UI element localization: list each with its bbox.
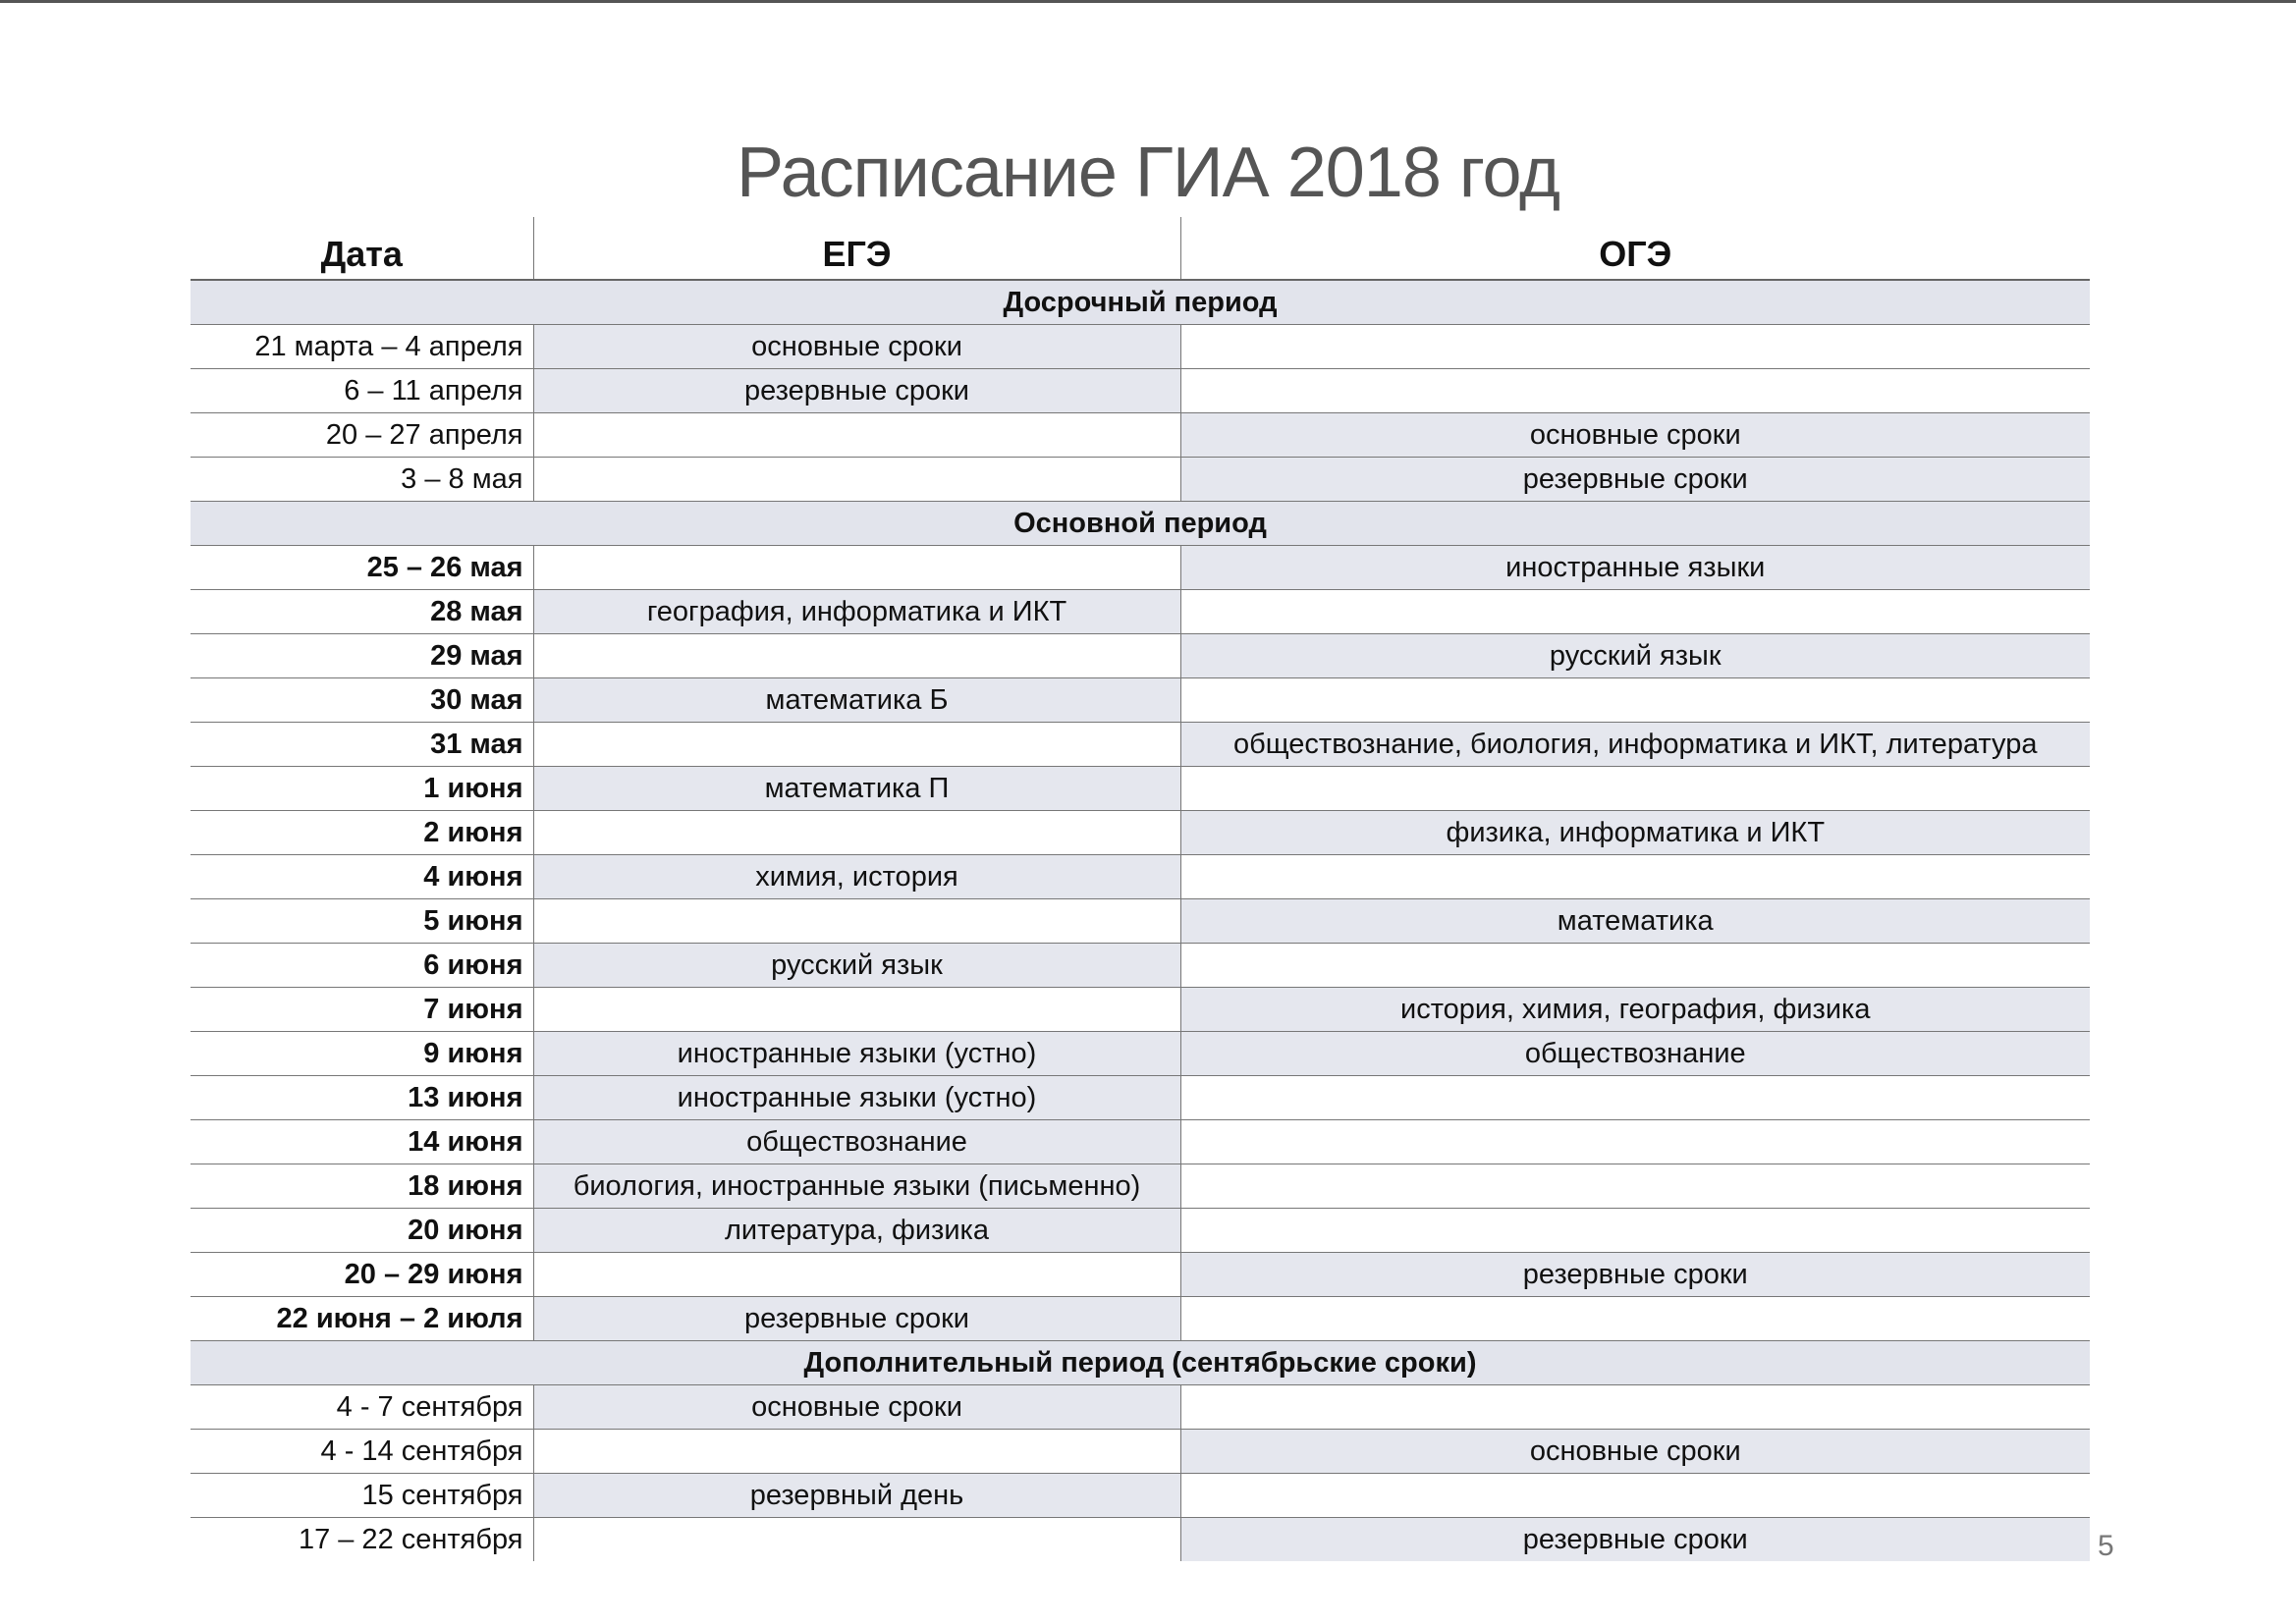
ege-cell — [533, 723, 1180, 767]
page-number: 5 — [2098, 1530, 2114, 1562]
oge-cell — [1180, 944, 2090, 988]
ege-cell: математика П — [533, 767, 1180, 811]
table-row — [191, 458, 2090, 502]
oge-cell — [1180, 1297, 2090, 1341]
section-title: Досрочный период — [191, 280, 2090, 325]
oge-cell: основные сроки — [1180, 1430, 2090, 1474]
ege-cell: биология, иностранные языки (письменно) — [533, 1164, 1180, 1209]
oge-cell — [1180, 1474, 2090, 1518]
date-cell: 31 мая — [191, 723, 533, 767]
section-row — [191, 1341, 2090, 1385]
oge-cell — [1180, 325, 2090, 369]
date-cell: 30 мая — [191, 678, 533, 723]
date-cell: 14 июня — [191, 1120, 533, 1164]
page-title: Расписание ГИА 2018 год — [736, 134, 1560, 212]
ege-cell: резервные сроки — [533, 369, 1180, 413]
ege-cell — [533, 634, 1180, 678]
oge-cell — [1180, 767, 2090, 811]
date-cell: 4 - 14 сентября — [191, 1430, 533, 1474]
date-cell: 28 мая — [191, 590, 533, 634]
date-cell: 13 июня — [191, 1076, 533, 1120]
table-row — [191, 1120, 2090, 1164]
table-row — [191, 1518, 2090, 1562]
date-cell: 18 июня — [191, 1164, 533, 1209]
section-row — [191, 280, 2090, 325]
oge-cell — [1180, 678, 2090, 723]
ege-cell — [533, 811, 1180, 855]
ege-cell: математика Б — [533, 678, 1180, 723]
ege-cell: основные сроки — [533, 325, 1180, 369]
date-cell: 7 июня — [191, 988, 533, 1032]
date-cell: 29 мая — [191, 634, 533, 678]
table-row — [191, 634, 2090, 678]
oge-cell — [1180, 590, 2090, 634]
oge-cell — [1180, 369, 2090, 413]
ege-cell — [533, 1518, 1180, 1562]
ege-cell — [533, 413, 1180, 458]
table-row — [191, 1032, 2090, 1076]
table-row — [191, 944, 2090, 988]
table-row — [191, 988, 2090, 1032]
table-row — [191, 325, 2090, 369]
date-cell: 22 июня – 2 июля — [191, 1297, 533, 1341]
oge-cell — [1180, 1164, 2090, 1209]
oge-cell: основные сроки — [1180, 413, 2090, 458]
ege-cell: обществознание — [533, 1120, 1180, 1164]
ege-cell — [533, 1430, 1180, 1474]
header-oge: ОГЭ — [1180, 217, 2090, 280]
date-cell: 1 июня — [191, 767, 533, 811]
ege-cell — [533, 546, 1180, 590]
oge-cell: математика — [1180, 899, 2090, 944]
table-row — [191, 1430, 2090, 1474]
oge-cell: обществознание — [1180, 1032, 2090, 1076]
date-cell: 4 июня — [191, 855, 533, 899]
date-cell: 20 – 27 апреля — [191, 413, 533, 458]
table-row — [191, 590, 2090, 634]
oge-cell — [1180, 1076, 2090, 1120]
oge-cell: резервные сроки — [1180, 1253, 2090, 1297]
oge-cell — [1180, 855, 2090, 899]
oge-cell: иностранные языки — [1180, 546, 2090, 590]
ege-cell: резервные сроки — [533, 1297, 1180, 1341]
header-date: Дата — [191, 217, 533, 280]
date-cell: 20 – 29 июня — [191, 1253, 533, 1297]
ege-cell: литература, физика — [533, 1209, 1180, 1253]
table-row — [191, 1297, 2090, 1341]
ege-cell: иностранные языки (устно) — [533, 1032, 1180, 1076]
date-cell: 15 сентября — [191, 1474, 533, 1518]
ege-cell: география, информатика и ИКТ — [533, 590, 1180, 634]
date-cell: 17 – 22 сентября — [298, 1523, 523, 1555]
table-row — [191, 1253, 2090, 1297]
table-row — [191, 855, 2090, 899]
scan-edge — [0, 0, 2296, 3]
oge-cell — [1180, 1209, 2090, 1253]
ege-cell: основные сроки — [533, 1385, 1180, 1430]
ege-cell: химия, история — [533, 855, 1180, 899]
ege-cell: резервный день — [533, 1474, 1180, 1518]
table-row — [191, 678, 2090, 723]
table-row — [191, 546, 2090, 590]
date-cell: 21 марта – 4 апреля — [191, 325, 533, 369]
table-row — [191, 899, 2090, 944]
table-row — [191, 723, 2090, 767]
date-cell: 25 – 26 мая — [191, 546, 533, 590]
oge-cell: резервные сроки — [1180, 458, 2090, 502]
date-cell: 3 – 8 мая — [191, 458, 533, 502]
section-row — [191, 502, 2090, 546]
date-cell: 2 июня — [191, 811, 533, 855]
header-ege: ЕГЭ — [533, 217, 1180, 280]
oge-cell: русский язык — [1180, 634, 2090, 678]
table-row — [191, 1209, 2090, 1253]
date-cell: 20 июня — [191, 1209, 533, 1253]
table-row — [191, 811, 2090, 855]
oge-cell: резервные сроки — [1180, 1518, 2090, 1562]
table-row — [191, 1164, 2090, 1209]
header-row — [191, 217, 2090, 280]
oge-cell — [1180, 1120, 2090, 1164]
ege-cell — [533, 988, 1180, 1032]
table-row — [191, 1474, 2090, 1518]
oge-cell — [1180, 1385, 2090, 1430]
table-row — [191, 1385, 2090, 1430]
ege-cell: русский язык — [533, 944, 1180, 988]
ege-cell — [533, 1253, 1180, 1297]
schedule-table — [191, 217, 2090, 1561]
ege-cell — [533, 899, 1180, 944]
oge-cell: физика, информатика и ИКТ — [1180, 811, 2090, 855]
date-cell: 6 июня — [191, 944, 533, 988]
date-cell: 4 - 7 сентября — [191, 1385, 533, 1430]
date-cell: 9 июня — [191, 1032, 533, 1076]
section-title: Дополнительный период (сентябрьские сроки) — [191, 1341, 2090, 1385]
table-row — [191, 767, 2090, 811]
date-cell: 6 – 11 апреля — [191, 369, 533, 413]
ege-cell — [533, 458, 1180, 502]
table-row — [191, 413, 2090, 458]
ege-cell: иностранные языки (устно) — [533, 1076, 1180, 1120]
date-cell: 5 июня — [191, 899, 533, 944]
table-row — [191, 1076, 2090, 1120]
section-title: Основной период — [191, 502, 2090, 546]
oge-cell: история, химия, география, физика — [1180, 988, 2090, 1032]
oge-cell: обществознание, биология, информатика и ИКТ, литература — [1180, 723, 2090, 767]
table-row — [191, 369, 2090, 413]
